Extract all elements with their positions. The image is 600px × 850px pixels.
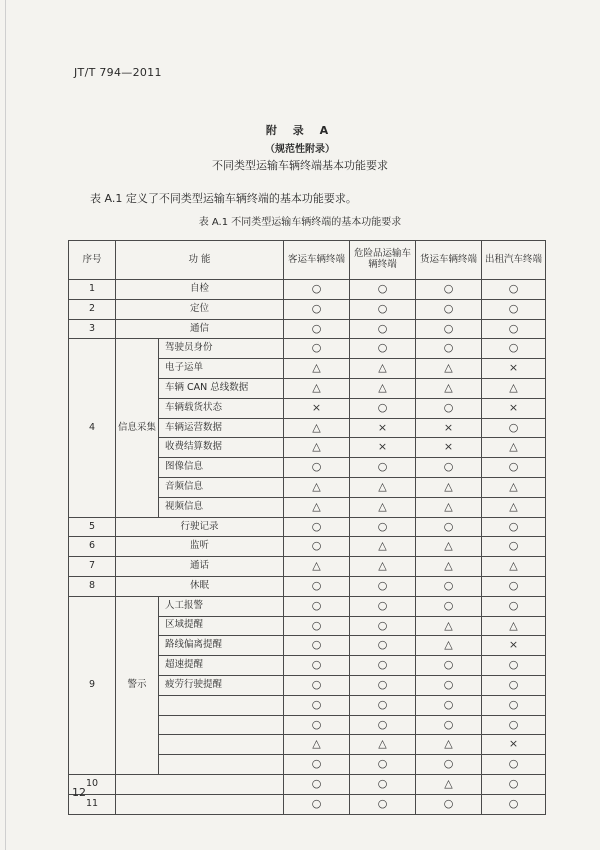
- function-cell: 行驶记录: [116, 517, 284, 537]
- subfunction-cell: [159, 735, 284, 755]
- requirement-cell: ○: [416, 280, 482, 300]
- requirement-cell: △: [416, 774, 482, 794]
- requirement-cell: ○: [416, 794, 482, 814]
- requirement-cell: ○: [416, 299, 482, 319]
- requirement-cell: ○: [350, 280, 416, 300]
- group-cell: 信息采集: [116, 339, 159, 517]
- requirement-cell: ○: [482, 458, 546, 478]
- requirement-cell: △: [284, 378, 350, 398]
- requirement-cell: ○: [416, 755, 482, 775]
- table-header-row: [69, 241, 546, 280]
- requirement-cell: ×: [482, 359, 546, 379]
- requirement-cell: △: [284, 418, 350, 438]
- requirement-cell: ○: [284, 636, 350, 656]
- requirement-cell: ○: [350, 794, 416, 814]
- subfunction-cell: 电子运单: [159, 359, 284, 379]
- requirement-cell: ○: [284, 774, 350, 794]
- requirement-cell: ○: [482, 537, 546, 557]
- requirement-cell: ○: [350, 517, 416, 537]
- header-taxi: 出租汽车终端: [482, 241, 546, 280]
- requirement-cell: △: [482, 616, 546, 636]
- requirement-cell: ○: [482, 656, 546, 676]
- requirement-cell: ○: [350, 339, 416, 359]
- requirement-cell: ○: [284, 695, 350, 715]
- requirement-cell: ○: [350, 755, 416, 775]
- table-caption: 表 A.1 不同类型运输车辆终端的基本功能要求: [198, 217, 402, 228]
- requirement-cell: ○: [284, 576, 350, 596]
- subfunction-cell: 图像信息: [159, 458, 284, 478]
- header-passenger: 客运车辆终端: [284, 241, 350, 280]
- requirement-cell: △: [284, 477, 350, 497]
- function-cell: 定位: [116, 299, 284, 319]
- requirement-cell: ○: [416, 319, 482, 339]
- requirement-cell: ○: [416, 458, 482, 478]
- requirement-cell: ○: [350, 675, 416, 695]
- subfunction-cell: 音频信息: [159, 477, 284, 497]
- requirement-cell: ×: [350, 418, 416, 438]
- requirement-cell: ○: [350, 774, 416, 794]
- requirement-cell: △: [482, 477, 546, 497]
- requirement-cell: ○: [350, 596, 416, 616]
- requirement-cell: ○: [284, 319, 350, 339]
- table-row: [69, 319, 546, 339]
- requirement-cell: ○: [416, 517, 482, 537]
- requirement-cell: ○: [350, 398, 416, 418]
- requirement-cell: △: [350, 477, 416, 497]
- requirement-cell: ○: [482, 755, 546, 775]
- seq-cell: 7: [69, 557, 116, 577]
- requirement-cell: △: [350, 497, 416, 517]
- subfunction-cell: 区域提醒: [159, 616, 284, 636]
- requirement-cell: ○: [416, 398, 482, 418]
- function-cell: [116, 774, 284, 794]
- requirement-cell: ○: [482, 695, 546, 715]
- requirement-cell: ○: [350, 695, 416, 715]
- subfunction-cell: 车辆载货状态: [159, 398, 284, 418]
- requirement-cell: ○: [350, 319, 416, 339]
- subfunction-cell: [159, 715, 284, 735]
- header-function: 功 能: [116, 241, 284, 280]
- seq-cell: 11: [69, 794, 116, 814]
- requirement-cell: ○: [284, 537, 350, 557]
- subfunction-cell: 车辆运营数据: [159, 418, 284, 438]
- seq-cell: 2: [69, 299, 116, 319]
- requirement-cell: △: [416, 497, 482, 517]
- requirement-cell: △: [350, 378, 416, 398]
- function-cell: 监听: [116, 537, 284, 557]
- table-row: [69, 339, 546, 359]
- requirement-cell: ○: [482, 774, 546, 794]
- subfunction-cell: 人工报警: [159, 596, 284, 616]
- requirement-cell: ×: [284, 398, 350, 418]
- table-row: [69, 517, 546, 537]
- requirement-cell: ○: [416, 675, 482, 695]
- requirement-cell: ○: [416, 576, 482, 596]
- table-row: [69, 280, 546, 300]
- requirement-cell: △: [482, 378, 546, 398]
- table-row: [69, 576, 546, 596]
- requirement-cell: ○: [482, 576, 546, 596]
- appendix-subtitle: （规范性附录）: [265, 144, 335, 155]
- function-cell: 自检: [116, 280, 284, 300]
- requirement-cell: ○: [284, 458, 350, 478]
- subfunction-cell: [159, 695, 284, 715]
- requirement-cell: ×: [482, 735, 546, 755]
- requirement-cell: ×: [416, 418, 482, 438]
- seq-cell: 8: [69, 576, 116, 596]
- requirement-cell: ○: [482, 319, 546, 339]
- requirement-cell: ○: [350, 616, 416, 636]
- requirement-cell: △: [284, 497, 350, 517]
- requirement-cell: ○: [482, 280, 546, 300]
- requirement-cell: ○: [350, 636, 416, 656]
- requirement-cell: ○: [482, 596, 546, 616]
- function-cell: 通信: [116, 319, 284, 339]
- intro-paragraph: 表 A.1 定义了不同类型运输车辆终端的基本功能要求。: [90, 192, 357, 205]
- subfunction-cell: 视频信息: [159, 497, 284, 517]
- seq-cell: 9: [69, 596, 116, 774]
- header-hazmat: 危险品运输车辆终端: [350, 241, 416, 280]
- requirement-cell: ○: [284, 675, 350, 695]
- requirement-cell: ○: [416, 656, 482, 676]
- page-number: 12: [72, 786, 86, 799]
- requirement-cell: ○: [416, 715, 482, 735]
- requirement-cell: △: [350, 557, 416, 577]
- requirement-cell: ○: [284, 656, 350, 676]
- function-cell: 休眠: [116, 576, 284, 596]
- requirement-cell: ○: [284, 280, 350, 300]
- requirement-cell: ○: [284, 715, 350, 735]
- seq-cell: 4: [69, 339, 116, 517]
- requirement-cell: ×: [482, 398, 546, 418]
- requirement-cell: △: [416, 537, 482, 557]
- requirement-cell: ○: [416, 596, 482, 616]
- subfunction-cell: [159, 755, 284, 775]
- seq-cell: 10: [69, 774, 116, 794]
- requirement-cell: ×: [416, 438, 482, 458]
- requirement-cell: ○: [350, 299, 416, 319]
- requirement-cell: ○: [350, 715, 416, 735]
- group-cell: 警示: [116, 596, 159, 774]
- requirement-cell: ○: [416, 339, 482, 359]
- table-row: [69, 596, 546, 616]
- function-cell: [116, 794, 284, 814]
- subfunction-cell: 路线偏离提醒: [159, 636, 284, 656]
- subfunction-cell: 收费结算数据: [159, 438, 284, 458]
- requirement-cell: △: [416, 616, 482, 636]
- table-body: [69, 280, 546, 815]
- subfunction-cell: 疲劳行驶提醒: [159, 675, 284, 695]
- requirement-cell: ○: [482, 339, 546, 359]
- subfunction-cell: 驾驶员身份: [159, 339, 284, 359]
- requirement-cell: △: [416, 636, 482, 656]
- table-row: [69, 557, 546, 577]
- requirement-cell: ○: [284, 616, 350, 636]
- requirement-cell: △: [482, 438, 546, 458]
- requirement-cell: ○: [482, 517, 546, 537]
- requirement-cell: △: [416, 557, 482, 577]
- requirement-cell: △: [350, 359, 416, 379]
- requirement-cell: ○: [284, 517, 350, 537]
- document-id: JT/T 794—2011: [74, 66, 162, 79]
- requirement-cell: ○: [284, 299, 350, 319]
- requirement-cell: △: [284, 359, 350, 379]
- requirement-cell: △: [482, 497, 546, 517]
- requirement-cell: △: [482, 557, 546, 577]
- requirement-cell: △: [350, 537, 416, 557]
- table-row: [69, 794, 546, 814]
- header-freight: 货运车辆终端: [416, 241, 482, 280]
- requirement-cell: ○: [284, 755, 350, 775]
- requirement-cell: △: [284, 438, 350, 458]
- requirement-cell: ○: [284, 794, 350, 814]
- requirements-table: [68, 240, 546, 815]
- requirement-cell: ○: [350, 656, 416, 676]
- requirement-cell: ○: [482, 794, 546, 814]
- requirement-cell: ○: [482, 715, 546, 735]
- requirement-cell: △: [416, 735, 482, 755]
- header-seq: 序号: [69, 241, 116, 280]
- requirement-cell: ○: [284, 339, 350, 359]
- requirement-cell: △: [284, 735, 350, 755]
- seq-cell: 1: [69, 280, 116, 300]
- requirement-cell: ○: [482, 299, 546, 319]
- table-row: [69, 537, 546, 557]
- subfunction-cell: 车辆 CAN 总线数据: [159, 378, 284, 398]
- requirement-cell: △: [350, 735, 416, 755]
- requirement-cell: ○: [350, 576, 416, 596]
- requirement-cell: ○: [416, 695, 482, 715]
- appendix-heading: 不同类型运输车辆终端基本功能要求: [212, 159, 388, 172]
- appendix-title: 附 录 A: [265, 124, 335, 137]
- seq-cell: 3: [69, 319, 116, 339]
- requirement-cell: △: [416, 378, 482, 398]
- requirement-cell: ×: [350, 438, 416, 458]
- table-row: [69, 774, 546, 794]
- requirement-cell: ○: [482, 418, 546, 438]
- function-cell: 通话: [116, 557, 284, 577]
- table-row: [69, 299, 546, 319]
- requirement-cell: △: [284, 557, 350, 577]
- subfunction-cell: 超速提醒: [159, 656, 284, 676]
- requirement-cell: ×: [482, 636, 546, 656]
- requirement-cell: ○: [284, 596, 350, 616]
- requirement-cell: △: [416, 477, 482, 497]
- requirement-cell: △: [416, 359, 482, 379]
- seq-cell: 6: [69, 537, 116, 557]
- requirement-cell: ○: [482, 675, 546, 695]
- seq-cell: 5: [69, 517, 116, 537]
- requirement-cell: ○: [350, 458, 416, 478]
